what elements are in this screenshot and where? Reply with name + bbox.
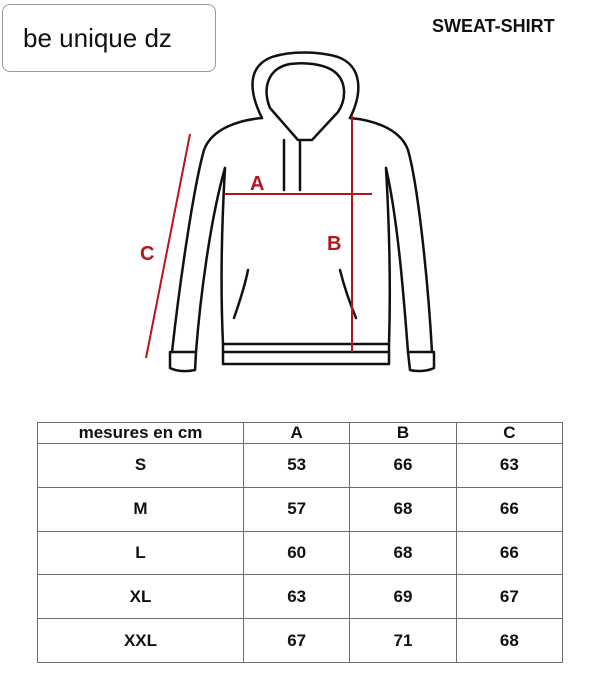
value-cell: 67: [456, 575, 562, 619]
table-row: [38, 487, 563, 531]
value-cell: 69: [350, 575, 456, 619]
size-cell: XL: [38, 575, 244, 619]
value-cell: 68: [456, 619, 562, 663]
label-a: A: [250, 173, 265, 195]
hoodie-icon: [170, 53, 434, 372]
table-row: [38, 619, 563, 663]
value-cell: 68: [350, 487, 456, 531]
size-cell: M: [38, 487, 244, 531]
size-cell: S: [38, 444, 244, 488]
brand-name: be unique dz: [23, 22, 172, 53]
size-cell: L: [38, 531, 244, 575]
size-table: [37, 422, 563, 663]
table-header-row: [38, 423, 563, 444]
table-row: [38, 444, 563, 488]
header-a: A: [244, 423, 350, 444]
value-cell: 63: [456, 444, 562, 488]
value-cell: 63: [244, 575, 350, 619]
value-cell: 66: [456, 531, 562, 575]
value-cell: 71: [350, 619, 456, 663]
size-cell: XXL: [38, 619, 244, 663]
value-cell: 66: [456, 487, 562, 531]
product-title: SWEAT-SHIRT: [432, 16, 555, 36]
table-row: [38, 575, 563, 619]
label-b: B: [327, 233, 342, 255]
header-b: B: [350, 423, 456, 444]
value-cell: 67: [244, 619, 350, 663]
value-cell: 60: [244, 531, 350, 575]
value-cell: 68: [350, 531, 456, 575]
table-row: [38, 531, 563, 575]
header-c: C: [456, 423, 562, 444]
value-cell: 57: [244, 487, 350, 531]
header-measures: mesures en cm: [38, 423, 244, 444]
value-cell: 53: [244, 444, 350, 488]
label-c: C: [140, 243, 155, 265]
value-cell: 66: [350, 444, 456, 488]
